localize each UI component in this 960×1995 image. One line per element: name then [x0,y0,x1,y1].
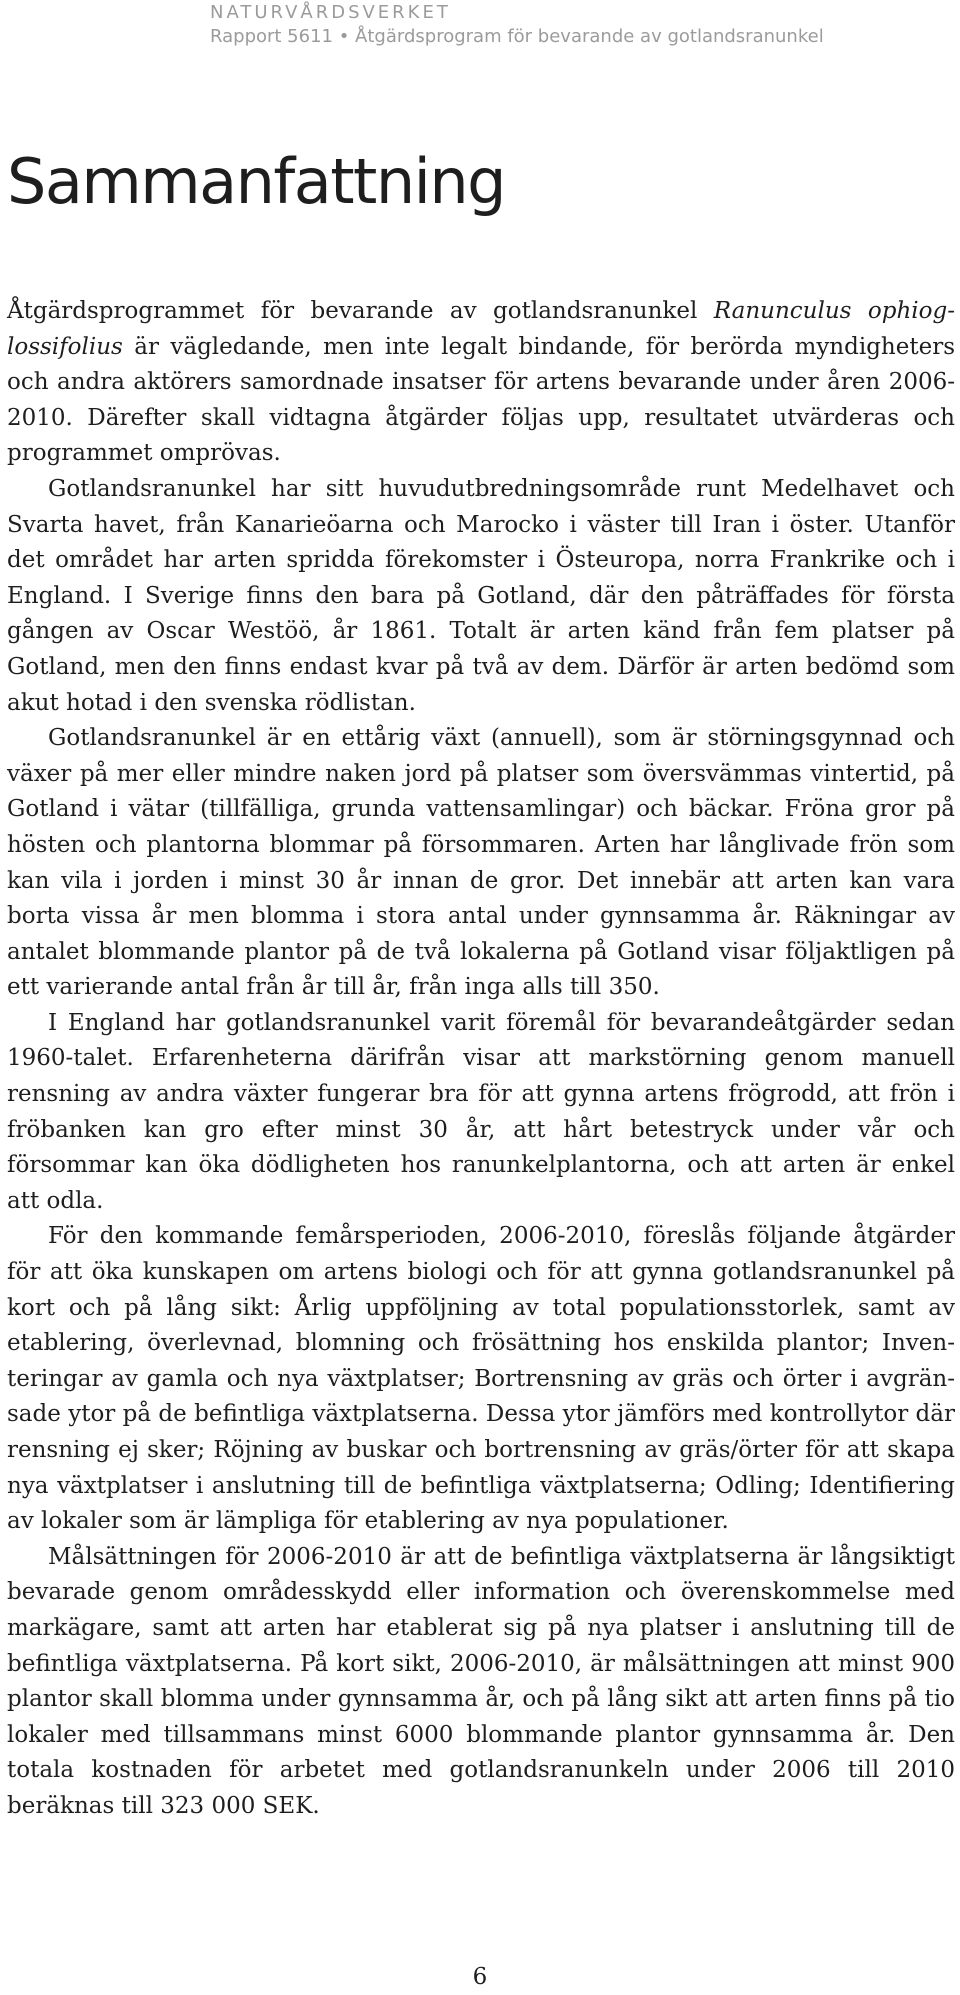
species-name: Ranunculus ophioglossifolius [7,298,955,360]
paragraph-intro [7,294,955,472]
page-number: 6 [472,1964,488,1990]
page-header [210,0,950,48]
paragraph-biology: Gotlandsranunkel är en ettårig växt (annuell), som är störningsgynnad och växer på mer eller mindre naken jord på platser som översvämmas vintertid, på Gotland i vätar (tillfälliga, grunda vattensamlingar) och bäckar. Fröna gror på hösten och plantorna blommar på försommaren. Arten har långlivade frön som kan vila i jorden i minst 30 år innan de gror. Det innebär att arten kan vara borta vissa år men blomma i stora antal under gynnsamma år. Räkningar av antalet blommande plantor på de två lokalerna på Gotland visar följaktligen på ett varierande antal från år till år, från inga alls till 350. [7,725,955,1001]
paragraph-distribution: Gotlandsranunkel har sitt huvudutbredningsområde runt Medelhavet och Svarta havet, från Kanarieöarna och Marocko i väster till Iran i öster. Utanför det området har arten spridda förekomster i Östeuropa, norra Frankrike och i England. I Sverige finns den bara på Gotland, där den påträffades för första gången av Oscar Westöö, år 1861. Totalt är arten känd från fem platser på Gotland, men den finns endast kvar på två av dem. Därför är arten bedömd som akut hotad i den svenska rödlistan. [7,475,955,716]
paragraph-proposed-measures: För den kommande femårsperioden, 2006-2010, föreslås följande åtgärder för att öka kunskapen om artens biologi och för att gynna gotlandsranunkel på kort och på lång sikt: Årlig uppföljning av total populationsstorlek, samt av etablering, överlevnad, blomning och frösättning hos enskilda plantor; Inventeringar av gamla och nya växtplatser; Bortrensning av gräs och örter i avgränsade ytor på de befintliga växtplatserna. Dessa ytor jämförs med kontrollytor där rensning ej sker; Röjning av buskar och bortrensning av gräs/örter för att skapa nya växtplatser i anslutning till de befintliga växtplatserna; Odling; Identifiering av lokaler som är lämpliga för etablering av nya populationer. [7,1223,955,1535]
intro-text-before: Åtgärdsprogrammet för bevarande av gotlandsranunkel [7,298,714,324]
page-title: Sammanfattning [7,145,506,218]
paragraph-goals: Målsättningen för 2006-2010 är att de befintliga växtplatserna är långsiktigt bevarade genom områdesskydd eller information och överenskommelse med markägare, samt att arten har etablerat sig på nya platser i anslutning till de befintliga växtplatserna. På kort sikt, 2006-2010, är målsättningen att minst 900 plantor skall blomma under gynnsamma år, och på lång sikt att arten finns på tio lokaler med tillsammans minst 6000 blommande plantor gynnsamma år. Den totala kostnaden för arbetet med gotlandsranunkeln under 2006 till 2010 beräknas till 323 000 SEK. [7,1543,955,1819]
header-organization: NATURVÅRDSVERKET [210,2,451,23]
summary-body [7,294,955,1825]
header-report-line: Rapport 5611 • Åtgärdsprogram för bevarande av gotlandsranunkel [210,26,824,47]
intro-text-after: är vägledande, men inte legalt bindande, för berörda myndigheters och andra aktörers samordnade insatser för artens bevarande under åren 2006-2010. Därefter skall vidtagna åtgärder följas upp, resultatet utvärderas och programmet omprövas. [7,333,955,467]
paragraph-england-experience: I England har gotlandsranunkel varit föremål för bevarandeåtgärder sedan 1960-talet. Erfarenheterna därifrån visar att markstörning genom manuell rensning av andra växter fungerar bra för att gynna artens frögrodd, att frön i fröbanken kan gro efter minst 30 år, att hårt betestryck under vår och försommar kan öka dödligheten hos ranunkelplantorna, och att arten är enkel att odla. [7,1009,955,1214]
